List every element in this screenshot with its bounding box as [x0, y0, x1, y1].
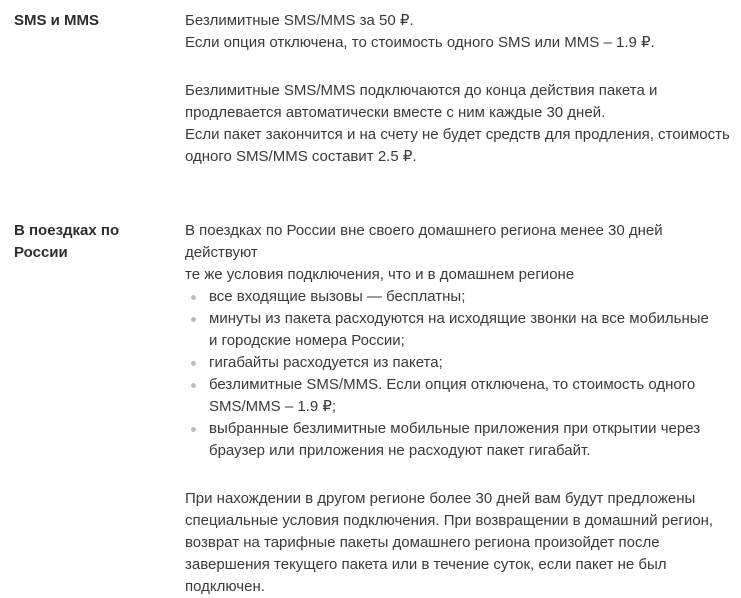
paragraph-line: специальные условия подключения. При возвращении в домашний регион, — [185, 512, 714, 529]
paragraph-line: подключен. — [185, 578, 265, 595]
bullet-text — [209, 374, 733, 418]
bullet-text — [209, 418, 733, 462]
section-content — [185, 10, 733, 168]
bullet-icon — [191, 361, 196, 366]
bullet-line: выбранные безлимитные мобильные приложения при открытии через — [209, 420, 701, 437]
bullet-icon — [191, 317, 196, 322]
bullet-line: SMS/MMS – 1.9 ₽; — [209, 398, 337, 415]
tariff-sections — [14, 10, 733, 598]
bullet-line: все входящие вызовы — бесплатны; — [209, 288, 466, 305]
section-label: В поездках по России — [14, 222, 120, 261]
paragraph-line: В поездках по России вне своего домашнего региона менее 30 дней действуют — [185, 222, 663, 261]
bullet-line: гигабайты расходуется из пакета; — [209, 354, 443, 371]
bullet-icon — [191, 427, 196, 432]
bullet-list-item — [185, 286, 733, 308]
paragraph-line: возврат на тарифные пакеты домашнего региона произойдет после — [185, 534, 660, 551]
bullet-text — [209, 286, 733, 308]
section-row — [14, 10, 733, 168]
section-content — [185, 220, 733, 598]
bullet-icon — [191, 383, 196, 388]
paragraph-line: Безлимитные SMS/MMS за 50 ₽. — [185, 12, 414, 29]
paragraph-line: Безлимитные SMS/MMS подключаются до конца действия пакета и — [185, 82, 658, 99]
paragraph-line: При нахождении в другом регионе более 30 дней вам будут предложены — [185, 490, 696, 507]
bullet-list — [185, 286, 733, 462]
paragraph-line: завершения текущего пакета или в течение суток, если пакет не был — [185, 556, 667, 573]
bullet-list-item — [185, 374, 733, 418]
bullet-text — [209, 308, 733, 352]
paragraph — [185, 488, 733, 598]
paragraph — [185, 80, 733, 168]
bullet-line: безлимитные SMS/MMS. Если опция отключена, то стоимость одного — [209, 376, 696, 393]
paragraph-line: те же условия подключения, что и в домашнем регионе — [185, 266, 575, 283]
paragraph-line: Если опция отключена, то стоимость одного SMS или MMS – 1.9 ₽. — [185, 34, 655, 51]
paragraph — [185, 10, 733, 54]
paragraph-line: одного SMS/MMS составит 2.5 ₽. — [185, 148, 417, 165]
bullet-icon — [191, 295, 196, 300]
section-row — [14, 220, 733, 598]
paragraph — [185, 220, 733, 286]
paragraph-line: Если пакет закончится и на счету не будет средств для продления, стоимость — [185, 126, 730, 143]
bullet-list-item — [185, 308, 733, 352]
bullet-line: минуты из пакета расходуются на исходящие звонки на все мобильные — [209, 310, 709, 327]
bullet-list-item — [185, 352, 733, 374]
bullet-list-item — [185, 418, 733, 462]
bullet-text — [209, 352, 733, 374]
section-label: SMS и MMS — [14, 12, 100, 29]
bullet-line: и городские номера России; — [209, 332, 405, 349]
bullet-line: браузер или приложения не расходуют пакет гигабайт. — [209, 442, 591, 459]
paragraph-line: продлевается автоматически вместе с ним каждые 30 дней. — [185, 104, 606, 121]
